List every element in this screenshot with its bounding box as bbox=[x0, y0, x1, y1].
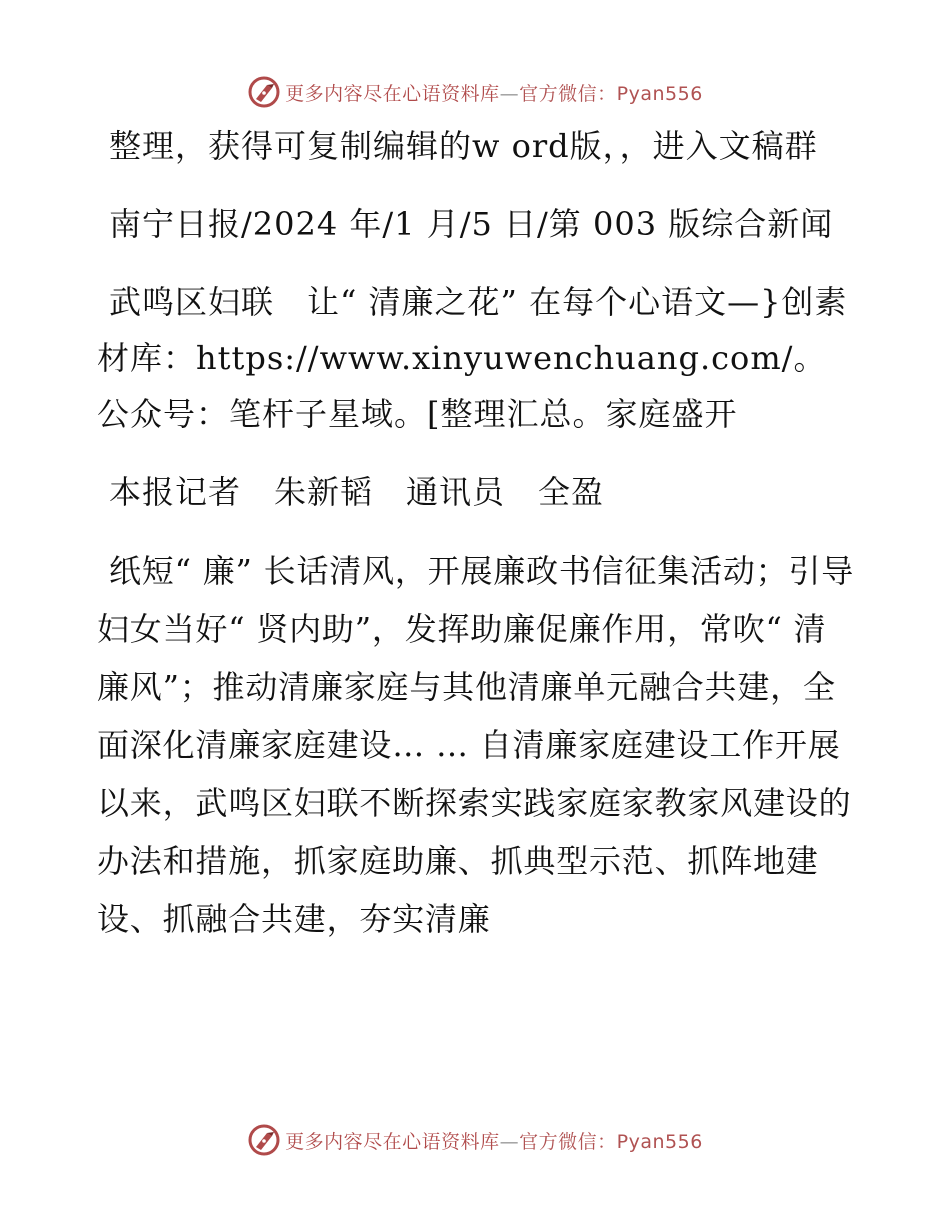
footer-watermark bbox=[0, 1120, 950, 1160]
pen-nib-circle-icon bbox=[247, 75, 281, 109]
body-paragraph: 纸短“ 廉” 长话清风，开展廉政书信征集活动；引导妇女当好“ 贤内助”，发挥助廉促廉作用，常吹“ 清廉风”；推动清廉家庭与其他清廉单元融合共建，全面深化清廉家庭建设… … 自清廉家庭建设工作开展以来，武鸣区妇联不断探索实践家庭家教家风建设的办法和措施，抓家庭助廉、抓典型示范、抓阵地建设、抓融合共建，夯实清廉 bbox=[97, 552, 855, 938]
watermark-separator: — bbox=[499, 1130, 520, 1153]
watermark-site-text: 更多内容尽在心语资料库 bbox=[285, 1130, 500, 1153]
watermark-contact-text: 官方微信：Pyan556 bbox=[519, 82, 703, 105]
intro-paragraph: 整理，获得可复制编辑的w ord版，，进入文稿群 bbox=[109, 127, 818, 165]
document-body bbox=[97, 118, 857, 970]
headline: 武鸣区妇联 让“ 清廉之花” 在每个心语文—}创素材库：https://www.xinyuwenchuang.com/。公众号：笔杆子星域。[整理汇总。家庭盛开 bbox=[97, 283, 848, 433]
watermark-site-text: 更多内容尽在心语资料库 bbox=[285, 82, 500, 105]
header-watermark bbox=[0, 72, 950, 112]
byline: 本报记者 朱新韬 通讯员 全盈 bbox=[109, 473, 605, 511]
source-line: 南宁日报/2024 年/1 月/5 日/第 003 版综合新闻 bbox=[109, 205, 834, 243]
watermark-contact-text: 官方微信：Pyan556 bbox=[519, 1130, 703, 1153]
watermark-separator: — bbox=[499, 82, 520, 105]
pen-nib-circle-icon bbox=[247, 1123, 281, 1157]
